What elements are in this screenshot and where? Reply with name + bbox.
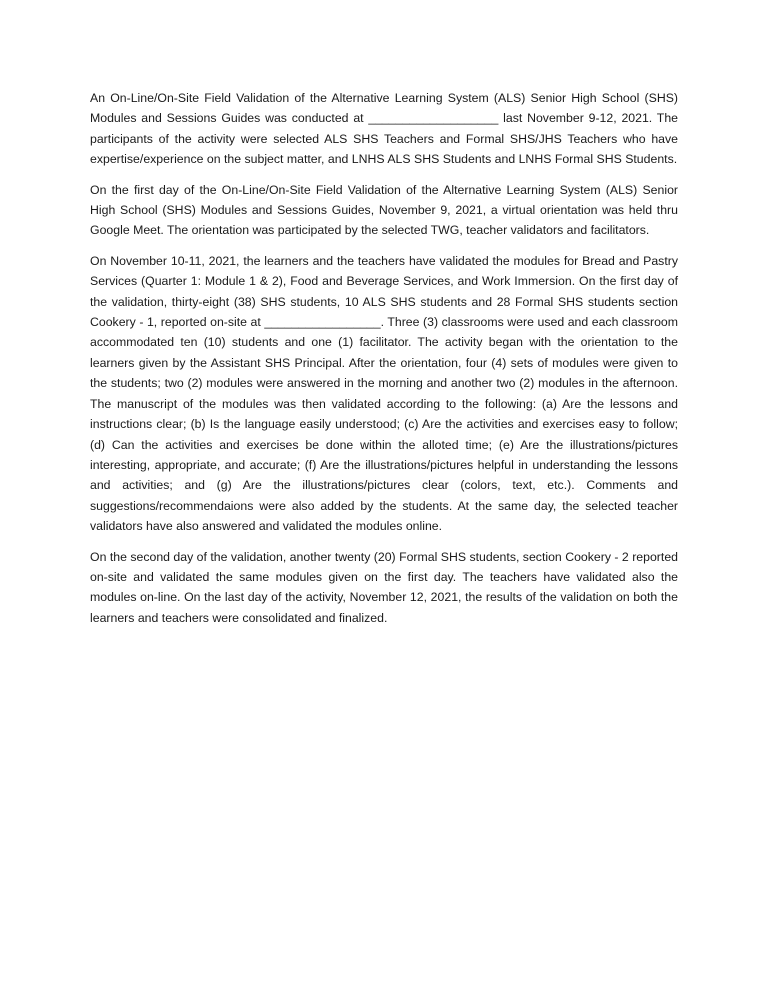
paragraph-module-validation: On November 10-11, 2021, the learners and the teachers have validated the modules for Bread and Pastry Services (Quarter 1: Module 1 & 2), Food and Beverage Services, and Work Immersion. On the first day of the validation, thirty-eight (38) SHS students, 10 ALS SHS students and 28 Formal SHS students section Cookery - 1, reported on-site at _________________. Three (3) classrooms were used and each classroom accommodated ten (10) students and one (1) facilitator. The activity began with the orientation to the learners given by the Assistant SHS Principal. After the orientation, four (4) sets of modules were given to the students; two (2) modules were answered in the morning and another two (2) modules in the afternoon. The manuscript of the modules was then validated according to the following: (a) Are the lessons and instructions clear; (b) Is the language easily understood; (c) Are the activities and exercises easy to follow; (d) Can the activities and exercises be done within the alloted time; (e) Are the illustrations/pictures interesting, appropriate, and accurate; (f) Are the illustrations/pictures helpful in understanding the lessons and activities; and (g) Are the illustrations/pictures clear (colors, text, etc.). Comments and suggestions/recommendaions were also added by the students. At the same day, the selected teacher validators have also answered and validated the modules online. <box>90 253 678 534</box>
paragraph-introduction: An On-Line/On-Site Field Validation of the Alternative Learning System (ALS) Senior High School (SHS) Modules and Sessions Guides was conducted at ___________________ last November 9-12, 2021. The participants of the activity were selected ALS SHS Teachers and Formal SHS/JHS Teachers who have expertise/experience on the subject matter, and LNHS ALS SHS Students and LNHS Formal SHS Students. <box>90 91 678 167</box>
paragraph-first-day-orientation: On the first day of the On-Line/On-Site Field Validation of the Alternative Learning System (ALS) Senior High School (SHS) Modules and Sessions Guides, November 9, 2021, a virtual orientation was held thru Google Meet. The orientation was participated by the selected TWG, teacher validators and facilitators. <box>90 182 678 238</box>
document-page <box>90 88 678 638</box>
paragraph-second-day-and-conclusion: On the second day of the validation, another twenty (20) Formal SHS students, section Cookery - 2 reported on-site and validated the same modules given on the first day. The teachers have validated also the modules on-line. On the last day of the activity, November 12, 2021, the results of the validation on both the learners and teachers were consolidated and finalized. <box>90 549 678 625</box>
